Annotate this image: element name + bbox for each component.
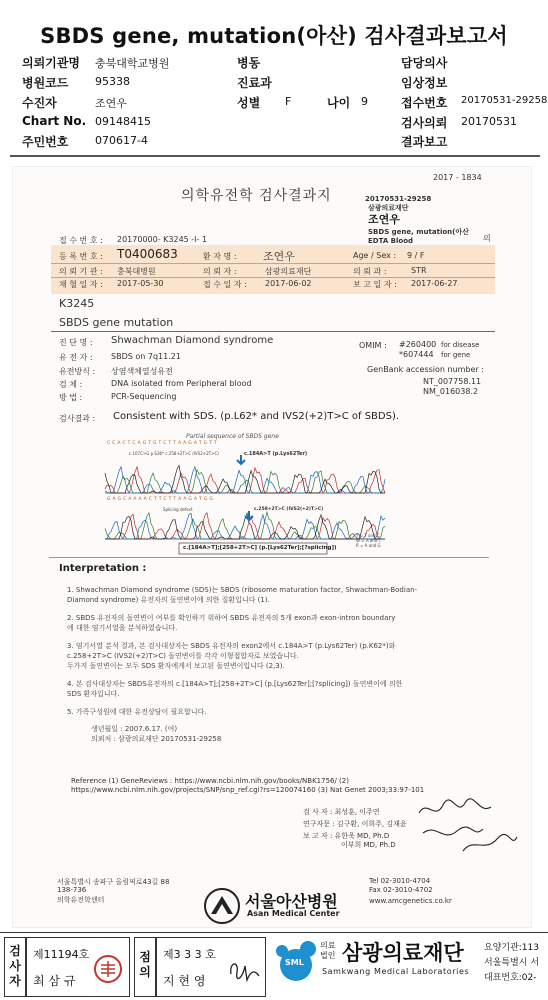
examiner-box (26, 937, 130, 997)
diagnosis-value: Shwachman Diamond syndrome (111, 335, 274, 346)
chromatogram-key-item: W = A and T (356, 538, 382, 543)
chromatogram-seq1: C C A C T C A G T G T C T T A A G A T G T T (107, 441, 217, 446)
rrn-value: 070617-4 (95, 134, 148, 147)
chromatogram-seq2: G A G C A A A A C T T C T T A A G A T G G (107, 497, 214, 502)
right-line-1: 요양기관:113 (484, 943, 539, 953)
right-line-2: 서울특별시 서 (484, 958, 540, 968)
referring-doctor-label: 의 뢰 자 : (203, 267, 237, 276)
vlabel-char: 사 (9, 959, 21, 973)
inheritance-value: 상염색체열성유전 (111, 367, 173, 376)
examiner-no: 제11194호 (33, 948, 90, 961)
vlabel-char: 자 (9, 974, 21, 988)
inheritance-label: 유전방식 : (59, 367, 96, 376)
fax: Fax 02-3010-4702 (369, 886, 433, 894)
report-date-value: 2017-06-27 (411, 279, 458, 288)
form-title: 의학유전학 검사결과지 (181, 188, 332, 204)
hospital-name-ko: 서울아산병원 (245, 892, 338, 911)
chromatogram-mut2-left: Splicing defect (163, 507, 193, 512)
age-label: 나이 (327, 96, 351, 110)
reporter-line: 보 고 자 : 유한욱 MD, Ph.D (303, 832, 390, 840)
interpretation-line: 두가지 돌연변이는 모두 SDS 환자에게서 보고된 돌연변이입니다 (2,3). (67, 662, 285, 670)
reference-1: Reference (1) GeneReviews : https://www.ncbi.nlm.nih.gov/books/NBK1756/ (2) (71, 777, 349, 785)
receive-date-label: 접 수 일 자 : (203, 280, 247, 289)
sex-value: F (285, 95, 292, 108)
clinical-info-label: 임상정보 (401, 76, 448, 90)
omim-gene-value: *607444 (399, 350, 434, 359)
confirm-name: 지 현 영 (163, 974, 206, 988)
examiner-name: 최 삼 규 (33, 974, 76, 988)
chart-value: 09148415 (95, 115, 151, 128)
sticker-name: 조연우 (368, 213, 400, 226)
vlabel-char: 검 (9, 944, 21, 958)
rrn-label: 주민번호 (22, 135, 69, 149)
footer (0, 932, 548, 1000)
researcher-line: 연구자문 : 김구환, 이희주, 김재윤 (303, 820, 407, 828)
interpretation-line: c.258+2T>C (IVS2(+2)T>C) 돌연변이를 각각 이형접합자로 보였습니다. (67, 652, 299, 660)
genbank-label: GenBank accession number : (367, 365, 484, 374)
chromatogram-trace (105, 467, 385, 493)
chromatogram-allele: c.[184A>T];[258+2T>C] (p.[Lys62Ter];[?splicing]) (183, 545, 337, 551)
specimen-value: DNA isolated from Peripheral blood (111, 379, 252, 388)
department-label: 진료과 (237, 76, 272, 90)
patient-name-value: 조연우 (263, 250, 295, 263)
hospital-code-value: 95338 (95, 75, 130, 88)
examiner-seal-icon (93, 954, 123, 984)
confirm-vlabel (135, 938, 155, 980)
method-label: 방 법 : (59, 393, 83, 402)
doctor-signatures (413, 793, 523, 859)
side-char: 의 (483, 234, 491, 243)
gene-label: 유 전 자 : (59, 353, 93, 362)
tel: Tel 02-3010-4704 (369, 877, 431, 885)
chromatogram-mut1: c.184A>T (p.Lys62Ter) (244, 451, 308, 457)
address-2: 138-736 (57, 886, 87, 894)
sml-logo-text: SML (285, 958, 304, 967)
vlabel-char: 의 (139, 965, 151, 979)
specimen-label: 검 체 : (59, 380, 83, 389)
interpretation-line: 5. 가족구성원에 대한 유전상담이 필요합니다. (67, 708, 207, 716)
interpretation-line: 에 대한 염기서열을 분석하였습니다. (67, 624, 178, 632)
age-sex-value: 9 / F (407, 251, 425, 260)
age-value: 9 (361, 95, 368, 108)
chart-label: Chart No. (22, 114, 87, 128)
sticker-number: 20170531-29258 (365, 195, 432, 203)
method-value: PCR-Sequencing (111, 392, 177, 401)
chromatogram-mut2: c.258+2T>C (IVS2(+2)T>C) (254, 507, 324, 512)
address-3: 의학유전학센터 (57, 896, 105, 904)
ward-value: STR (411, 266, 427, 275)
asan-logo-icon (203, 887, 241, 925)
section-divider (51, 331, 495, 332)
birth-line: 생년월일 : 2007.6.17. (여) (91, 725, 178, 733)
interpretation-line: 4. 본 검사대상자는 SBDS유전자의 c.[184A>T];[258+2T>C] (p.[Lys62Ter];[?splicing]) 돌연변이에 의한 (67, 680, 403, 688)
interpretation-line: SDS 환자입니다. (67, 690, 120, 698)
org-name: 삼광의료재단 (342, 941, 464, 965)
report-title: SBDS gene, mutation(아산) 검사결과보고서 (40, 24, 508, 48)
row-divider (51, 277, 495, 278)
result-value: Consistent with SDS. (p.L62* and IVS2(+2)T>C of SBDS). (113, 411, 400, 422)
patient-label: 수진자 (22, 96, 57, 110)
chromatogram-key-item: Y = T and C (356, 533, 380, 538)
age-sex-label: Age / Sex : (353, 251, 397, 260)
institution-value: 충북대병원 (117, 267, 156, 276)
institution-label: 의 뢰 기 관 : (59, 267, 103, 276)
patient-name-label: 환 자 명 : (203, 252, 237, 261)
confirm-vlabel-box (134, 937, 156, 997)
receive-date-value: 2017-06-02 (265, 279, 312, 288)
vlabel-char: 점 (139, 950, 151, 964)
web: www.amcgenetics.co.kr (369, 897, 452, 905)
receipt-label: 접수번호 (401, 96, 448, 110)
ward-label: 의 뢰 과 : (353, 267, 387, 276)
reg-no-label: 등 록 번 호 : (59, 252, 103, 261)
scanned-report (12, 166, 532, 928)
report-label: 결과보고 (401, 135, 448, 149)
sticker-test: SBDS gene, mutation(아산 (368, 228, 469, 236)
collect-date-value: 2017-05-30 (117, 279, 164, 288)
confirm-signature (225, 956, 261, 984)
examiner-vlabel (5, 938, 25, 989)
receipt-no-label: 접 수 번 호 : (59, 236, 103, 245)
hospital-name-en: Asan Medical Center (247, 909, 340, 918)
result-label: 검사결과 : (59, 414, 96, 423)
collect-date-label: 채 혈 일 자 : (59, 280, 103, 289)
omim-gene-note: for gene (441, 351, 471, 359)
sticker-lab: 삼광의료재단 (368, 204, 409, 212)
reference-2: https://www.ncbi.nlm.nih.gov/projects/SNP/snp_ref.cgi?rs=120074160 (3) Nat Genet 2003;33:97-101 (71, 786, 425, 794)
header-divider (10, 155, 540, 157)
address-1: 서울특별시 송파구 올림픽로43길 88 (57, 878, 170, 886)
ref-no-line: 의뢰처 : 삼광의료재단 20170531-29258 (91, 735, 222, 743)
test-name: SBDS gene mutation (59, 316, 174, 329)
examiner-vlabel-box (4, 937, 26, 997)
hospital-code-label: 병원코드 (22, 76, 69, 90)
request-value: 20170531 (461, 115, 517, 128)
chromatogram-mut1b: c.107C>G p.S36* c.258+2T>C (IVS2+2T>C) (129, 451, 219, 456)
interpretation-line: Diamond syndrome) 유전자의 돌연변이에 의한 질환입니다 (1). (67, 596, 270, 604)
institution-value: 충북대학교병원 (95, 57, 170, 70)
report-date-label: 보 고 일 자 : (353, 280, 397, 289)
chromatogram-key-item: R = A and G (356, 543, 381, 548)
genbank-2: NM_016038.2 (423, 387, 479, 396)
interpretation-line: 1. Shwachman Diamond syndrome (SDS)는 SBDS (ribosome maturation factor, Shwachman-Bodian- (67, 586, 418, 594)
confirm-no: 제3 3 3 호 (163, 948, 216, 961)
examiner-line: 검 사 자 : 최성훈, 이주연 (303, 808, 380, 816)
omim-disease-note: for disease (441, 341, 480, 349)
chromatogram-key (356, 533, 381, 548)
right-line-3: 대표번호:02- (484, 973, 537, 983)
org-prefix: 의료법인 (320, 941, 336, 960)
interpretation-line: 3. 염기서열 분석 결과, 본 검사대상자는 SBDS 유전자의 exon2에서 c.184A>T (p.Lys62Ter) (p.K62*)와 (67, 642, 396, 650)
omim-label: OMIM : (359, 341, 387, 350)
reg-no-value: T0400683 (117, 247, 178, 261)
gene-value: SBDS on 7q11.21 (111, 352, 181, 361)
doctor-label: 담당의사 (401, 56, 448, 70)
org-en: Samkwang Medical Laboratories (322, 967, 470, 976)
row-divider (51, 263, 495, 264)
receipt-value: 20170531-29258 (461, 95, 548, 106)
ward-label: 병동 (237, 56, 261, 70)
diagnosis-label: 진 단 명 : (59, 338, 93, 347)
interpretation-title: Interpretation : (59, 563, 147, 574)
request-label: 검사의뢰 (401, 116, 448, 130)
top-code: 2017 - 1834 (433, 173, 482, 182)
sticker-specimen: EDTA Blood (368, 237, 414, 245)
patient-value: 조연우 (95, 97, 127, 110)
genbank-1: NT_007758.11 (423, 377, 482, 386)
reporter-line-2: 이부희 MD, Ph.D (341, 841, 396, 849)
case-code: K3245 (59, 297, 95, 310)
institution-label: 의뢰기관명 (22, 56, 80, 70)
chromatogram-title: Partial sequence of SBDS gene (186, 433, 279, 440)
referring-doctor-value: 삼광의료재단 (265, 267, 312, 276)
chromatogram-figure (101, 433, 391, 559)
interpretation-line: 2. SBDS 유전자의 돌연변이 여부를 확인하기 위하여 SBDS 유전자의 5개 exon과 exon-intron boundary (67, 614, 396, 622)
confirm-box (156, 937, 266, 997)
receipt-no-value: 20170000- K3245 -I- 1 (117, 235, 208, 244)
chromatogram-trace (105, 466, 385, 493)
omim-disease-value: #260400 (399, 340, 437, 349)
sex-label: 성별 (237, 96, 261, 110)
